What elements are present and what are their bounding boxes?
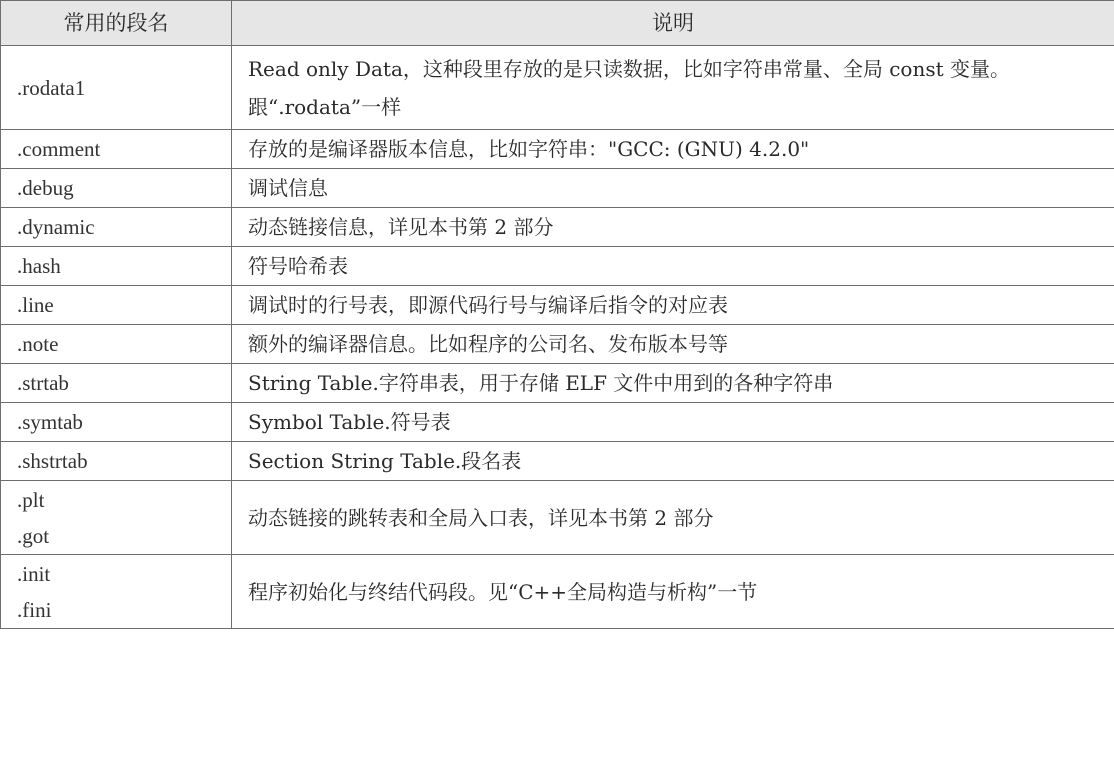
table-row — [1, 364, 1114, 403]
section-name-cell — [1, 364, 232, 403]
section-name: .strtab — [17, 371, 69, 395]
table-row — [1, 208, 1114, 247]
section-name: .line — [17, 293, 54, 317]
section-name: .rodata1 — [17, 75, 86, 100]
section-name: .comment — [17, 137, 101, 161]
table-row — [1, 46, 1114, 130]
section-name: .note — [17, 332, 59, 356]
section-name-cell — [1, 481, 232, 555]
section-name: .debug — [17, 176, 74, 200]
section-name: .hash — [17, 254, 61, 278]
description-cell: 调试时的行号表，即源代码行号与编译后指令的对应表 — [232, 286, 1114, 325]
section-name: .shstrtab — [17, 449, 88, 473]
description-cell: 调试信息 — [232, 169, 1114, 208]
section-name: .plt — [17, 487, 45, 512]
section-name-cell — [1, 130, 232, 169]
table-row — [1, 481, 1114, 555]
section-name: .got — [17, 523, 50, 548]
table-row — [1, 169, 1114, 208]
section-name-cell — [1, 46, 232, 130]
column-header-section-name: 常用的段名 — [1, 1, 232, 46]
section-name-cell — [1, 325, 232, 364]
description-cell: Symbol Table.符号表 — [232, 403, 1114, 442]
section-name: .init — [17, 561, 51, 586]
section-name-cell — [1, 247, 232, 286]
table-row — [1, 555, 1114, 629]
section-name: .dynamic — [17, 215, 95, 239]
description-cell: 存放的是编译器版本信息，比如字符串："GCC: (GNU) 4.2.0" — [232, 130, 1114, 169]
table-row — [1, 403, 1114, 442]
table-row — [1, 130, 1114, 169]
description-cell: Read only Data，这种段里存放的是只读数据，比如字符串常量、全局 const 变量。跟“.rodata”一样 — [232, 46, 1114, 130]
table-row — [1, 286, 1114, 325]
section-name-cell — [1, 442, 232, 481]
column-header-description: 说明 — [232, 1, 1114, 46]
description-cell: 程序初始化与终结代码段。见“C++全局构造与析构”一节 — [232, 555, 1114, 629]
description-cell: 符号哈希表 — [232, 247, 1114, 286]
description-cell: String Table.字符串表，用于存储 ELF 文件中用到的各种字符串 — [232, 364, 1114, 403]
description-cell: 动态链接的跳转表和全局入口表，详见本书第 2 部分 — [232, 481, 1114, 555]
table-row — [1, 442, 1114, 481]
section-name-cell — [1, 555, 232, 629]
table-header-row — [1, 1, 1114, 46]
section-name-cell — [1, 169, 232, 208]
table-row — [1, 247, 1114, 286]
description-cell: Section String Table.段名表 — [232, 442, 1114, 481]
section-name: .symtab — [17, 410, 83, 434]
table-row — [1, 325, 1114, 364]
description-cell: 额外的编译器信息。比如程序的公司名、发布版本号等 — [232, 325, 1114, 364]
section-name-cell — [1, 208, 232, 247]
section-name: .fini — [17, 597, 52, 622]
section-name-cell — [1, 403, 232, 442]
description-cell: 动态链接信息，详见本书第 2 部分 — [232, 208, 1114, 247]
section-name-cell — [1, 286, 232, 325]
